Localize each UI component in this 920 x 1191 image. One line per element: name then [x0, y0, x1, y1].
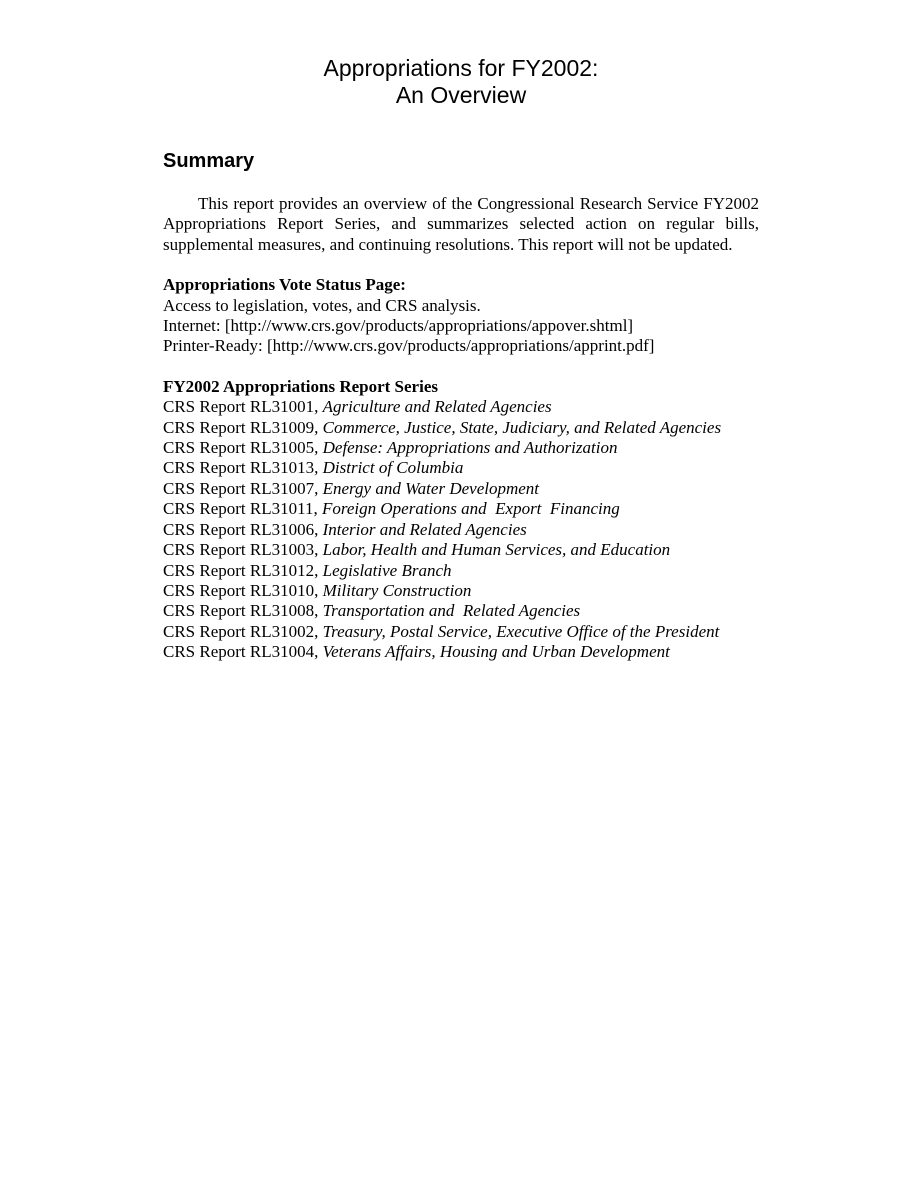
report-number: CRS Report RL31002, — [163, 621, 323, 641]
report-series-section — [163, 377, 759, 663]
report-number: CRS Report RL31007, — [163, 478, 323, 498]
report-title: Foreign Operations and Export Financing — [322, 499, 620, 519]
report-title: Military Construction — [322, 580, 472, 600]
list-item[interactable] — [163, 397, 759, 417]
report-title: Veterans Affairs, Housing and Urban Development — [322, 642, 670, 662]
report-number: CRS Report RL31005, — [163, 438, 323, 458]
report-number: CRS Report RL31010, — [163, 580, 323, 600]
report-series-heading: FY2002 Appropriations Report Series — [163, 376, 438, 396]
report-number: CRS Report RL31003, — [163, 540, 323, 560]
list-item[interactable] — [163, 642, 759, 662]
report-number: CRS Report RL31013, — [163, 458, 323, 478]
vote-status-section — [163, 275, 759, 357]
list-item[interactable] — [163, 438, 759, 458]
list-item[interactable] — [163, 622, 759, 642]
document-title — [163, 0, 759, 109]
list-item[interactable] — [163, 499, 759, 519]
list-item[interactable] — [163, 418, 759, 438]
vote-status-description: Access to legislation, votes, and CRS analysis. — [163, 295, 481, 315]
report-number: CRS Report RL31001, — [163, 397, 323, 417]
vote-status-heading: Appropriations Vote Status Page: — [163, 275, 406, 295]
list-item[interactable] — [163, 601, 759, 621]
title-line-1: Appropriations for FY2002: — [323, 55, 599, 81]
report-title: Agriculture and Related Agencies — [322, 397, 552, 417]
internet-link-line[interactable]: Internet: [http://www.crs.gov/products/appropriations/appover.shtml] — [163, 316, 634, 336]
list-item[interactable] — [163, 581, 759, 601]
report-title: District of Columbia — [322, 458, 464, 478]
list-item[interactable] — [163, 479, 759, 499]
report-title: Legislative Branch — [322, 560, 452, 580]
list-item[interactable] — [163, 561, 759, 581]
report-title: Energy and Water Development — [322, 478, 540, 498]
report-number: CRS Report RL31008, — [163, 601, 323, 621]
report-title: Transportation and Related Agencies — [322, 601, 581, 621]
report-title: Defense: Appropriations and Authorization — [322, 438, 618, 458]
report-number: CRS Report RL31009, — [163, 417, 323, 437]
report-title: Commerce, Justice, State, Judiciary, and Related Agencies — [322, 417, 722, 437]
report-number: CRS Report RL31011, — [163, 499, 322, 519]
summary-paragraph: This report provides an overview of the Congressional Research Service FY2002 Appropriations Report Series, and summarizes selected action on regular bills, supplemental measures, and continuing resolutions. This report will not be updated. — [163, 194, 759, 254]
printer-ready-link-line[interactable]: Printer-Ready: [http://www.crs.gov/products/appropriations/apprint.pdf] — [163, 336, 655, 356]
report-number: CRS Report RL31012, — [163, 560, 323, 580]
document-page — [163, 0, 759, 663]
report-number: CRS Report RL31006, — [163, 519, 323, 539]
list-item[interactable] — [163, 520, 759, 540]
list-item[interactable] — [163, 458, 759, 478]
list-item[interactable] — [163, 540, 759, 560]
report-title: Labor, Health and Human Services, and Education — [322, 540, 671, 560]
report-number: CRS Report RL31004, — [163, 642, 323, 662]
summary-heading: Summary — [163, 150, 255, 172]
title-line-2: An Overview — [395, 82, 527, 108]
report-title: Treasury, Postal Service, Executive Office of the President — [322, 621, 720, 641]
report-title: Interior and Related Agencies — [322, 519, 527, 539]
